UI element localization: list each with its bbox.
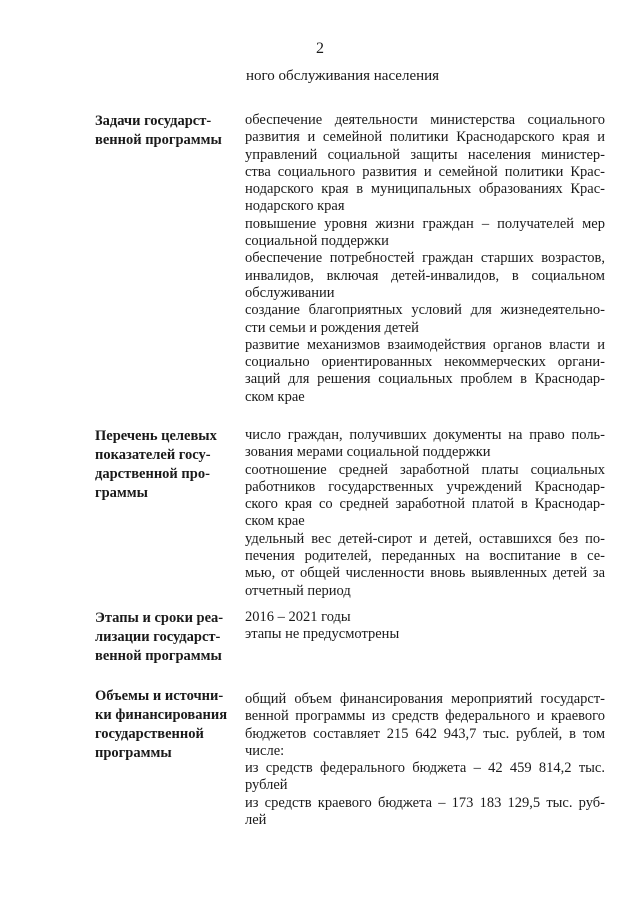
section-label (95, 609, 235, 666)
label-line: программы (95, 745, 172, 761)
content-line: развитие механизмов взаимодействия органов власти и (245, 336, 605, 353)
content-line: инвалидов, включая детей-инвалидов, в социальном (245, 267, 605, 284)
content-line: ства социального развития и семейной политики Крас- (245, 163, 605, 180)
content-line: социально ориентированных некоммерческих органи- (245, 354, 605, 371)
content-line: соотношение средней заработной платы социальных (245, 461, 605, 478)
content-line: из средств краевого бюджета – 173 183 129,5 тыс. руб- (245, 794, 605, 811)
content-line: социальной поддержки (245, 233, 389, 250)
label-line: государственной (95, 726, 204, 742)
section-label (95, 112, 235, 150)
content-line: развития и семейной политики Краснодарского края и (245, 129, 605, 146)
content-line: рублей (245, 777, 288, 794)
section-content (245, 609, 605, 644)
content-line: повышение уровня жизни граждан – получателей мер (245, 215, 605, 232)
section-label (95, 687, 235, 763)
content-line: бюджетов составляет 215 642 943,7 тыс. рублей, в том (245, 725, 605, 742)
content-line: из средств федерального бюджета – 42 459 814,2 тыс. (245, 760, 605, 777)
content-line: нодарского края в муниципальных образованиях Крас- (245, 181, 605, 198)
content-line: сти семьи и рождения детей (245, 319, 419, 336)
content-line: обеспечение деятельности министерства социального (245, 112, 605, 128)
content-line: нодарского края (245, 198, 345, 215)
content-line: обслуживании (245, 284, 335, 301)
section-content (245, 112, 605, 406)
label-line: венной программы (95, 648, 222, 664)
content-line: этапы не предусмотрены (245, 626, 400, 643)
content-line: венной программы из средств федерального и краевого (245, 708, 605, 725)
label-line: показателей госу- (95, 447, 211, 463)
label-line: Объемы и источни- (95, 688, 224, 704)
content-line: обеспечение потребностей граждан старших возрастов, (245, 250, 605, 267)
content-line: лей (245, 812, 267, 829)
continuation-text: ного обслуживания населения (246, 68, 440, 84)
content-line: удельный вес детей-сирот и детей, оставшихся без по- (245, 530, 605, 547)
label-line: венной программы (95, 132, 222, 148)
content-line: печения родителей, переданных на воспитание в се- (245, 548, 605, 565)
content-line: 2016 – 2021 годы (245, 609, 351, 625)
content-line: управлений социальной защиты населения министер- (245, 146, 605, 163)
content-line: общий объем финансирования мероприятий государст- (245, 691, 605, 707)
section-label (95, 427, 235, 503)
section-content (245, 691, 605, 829)
content-line: заций для решения социальных проблем в Краснодар- (245, 371, 605, 388)
section-content (245, 427, 605, 600)
content-line: ском крае (245, 388, 305, 405)
label-line: Этапы и сроки реа- (95, 610, 224, 626)
label-line: Перечень целевых (95, 428, 217, 444)
page-number: 2 (316, 40, 324, 57)
content-line: работников государственных учреждений Краснодар- (245, 478, 605, 495)
content-line: зования мерами социальной поддержки (245, 444, 491, 461)
label-line: лизации государст- (95, 629, 221, 645)
content-line: число граждан, получивших документы на право поль- (245, 427, 605, 443)
content-line: ском крае (245, 513, 305, 530)
label-line: Задачи государст- (95, 113, 212, 129)
content-line: ского края со средней заработной платой в Краснодар- (245, 496, 605, 513)
label-line: дарственной про- (95, 466, 210, 482)
label-line: граммы (95, 485, 148, 501)
content-line: числе: (245, 742, 285, 759)
content-line: создание благоприятных условий для жизнедеятельно- (245, 302, 605, 319)
content-line: отчетный период (245, 582, 351, 599)
label-line: ки финансирования (95, 707, 228, 723)
content-line: мью, от общей численности вновь выявленных детей за (245, 565, 605, 582)
